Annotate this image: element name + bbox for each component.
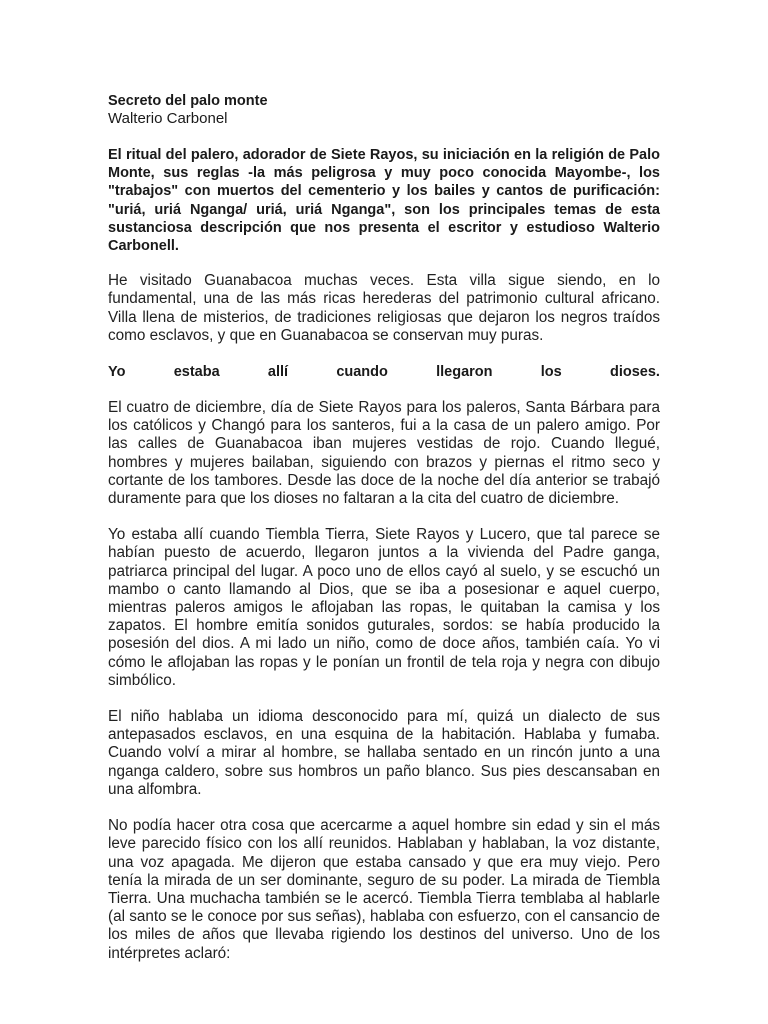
subheading-word: estaba [173, 364, 220, 381]
subheading-word: cuando [336, 364, 388, 381]
subheading-word: dioses. [609, 364, 660, 381]
body-paragraph-3: Yo estaba allí cuando Tiembla Tierra, Siete Rayos y Lucero, que tal parece se habían puesto de acuerdo, llegaron juntos a la vivienda del Padre ganga, patriarca principal del lugar. A poco uno de ellos cayó al suelo, y se escuchó un mambo o canto llamando al Dios, que se iba a posesionar e aquel cuerpo, mientras paleros amigos le aflojaban las ropas, le quitaban la camisa y los zapatos. El hombre emitía sonidos guturales, sordos: se había producido la posesión del dios. A mi lado un niño, como de doce años, también caía. Yo vi cómo le aflojaban las ropas y le ponían un frontil de tela roja y negra con dibujo simbólico. [108, 526, 660, 689]
document-author: Walterio Carbonel [108, 110, 228, 127]
body-paragraph-1: He visitado Guanabacoa muchas veces. Esta villa sigue siendo, en lo fundamental, una de las más ricas herederas del patrimonio cultural africano. Villa llena de misterios, de tradiciones religiosas que dejaron los negros traídos como esclavos, y que en Guanabacoa se conservan muy puras. [108, 272, 660, 344]
subheading-word: los [540, 364, 562, 381]
body-paragraph-5: No podía hacer otra cosa que acercarme a aquel hombre sin edad y sin el más leve parecido físico con los allí reunidos. Hablaban y hablaban, la voz distante, una voz apagada. Me dijeron que estaba cansado y que era muy viejo. Pero tenía la mirada de un ser dominante, seguro de su poder. La mirada de Tiembla Tierra. Una muchacha también se le acercó. Tiembla Tierra temblaba al hablarle (al santo se le conoce por sus señas), hablaba con esfuerzo, con el cansancio de los miles de años que llevaba rigiendo los destinos del universo. Uno de los intérpretes aclaró: [108, 817, 660, 962]
subheading-word: allí [267, 364, 289, 381]
document-title: Secreto del palo monte [108, 93, 268, 109]
document-page [108, 92, 660, 981]
body-paragraph-4: El niño hablaba un idioma desconocido para mí, quizá un dialecto de sus antepasados esclavos, en una esquina de la habitación. Hablaba y fumaba. Cuando volví a mirar al hombre, se hallaba sentado en un rincón junto a una nganga caldero, sobre sus hombros un paño blanco. Sus pies descansaban en una alfombra. [108, 708, 660, 798]
body-paragraph-2: El cuatro de diciembre, día de Siete Rayos para los paleros, Santa Bárbara para los católicos y Changó para los santeros, fui a la casa de un palero amigo. Por las calles de Guanabacoa iban mujeres vestidas de rojo. Cuando llegué, hombres y mujeres bailaban, siguiendo con brazos y piernas el ritmo seco y cortante de los tambores. Desde las doce de la noche del día anterior se trabajó duramente para que los dioses no faltaran a la cita del cuatro de diciembre. [108, 399, 660, 508]
lead-paragraph: El ritual del palero, adorador de Siete Rayos, su iniciación en la religión de Palo Monte, sus reglas -la más peligrosa y muy poco conocida Mayombe-, los "trabajos" con muertos del cementerio y los bailes y cantos de purificación: "uriá, uriá Nganga/ uriá, uriá Nganga", son los principales temas de esta sustanciosa descripción que nos presenta el escritor y estudioso Walterio Carbonell. [108, 147, 660, 255]
section-subheading [108, 363, 660, 381]
subheading-word: Yo [108, 364, 126, 381]
subheading-word: llegaron [436, 364, 493, 381]
